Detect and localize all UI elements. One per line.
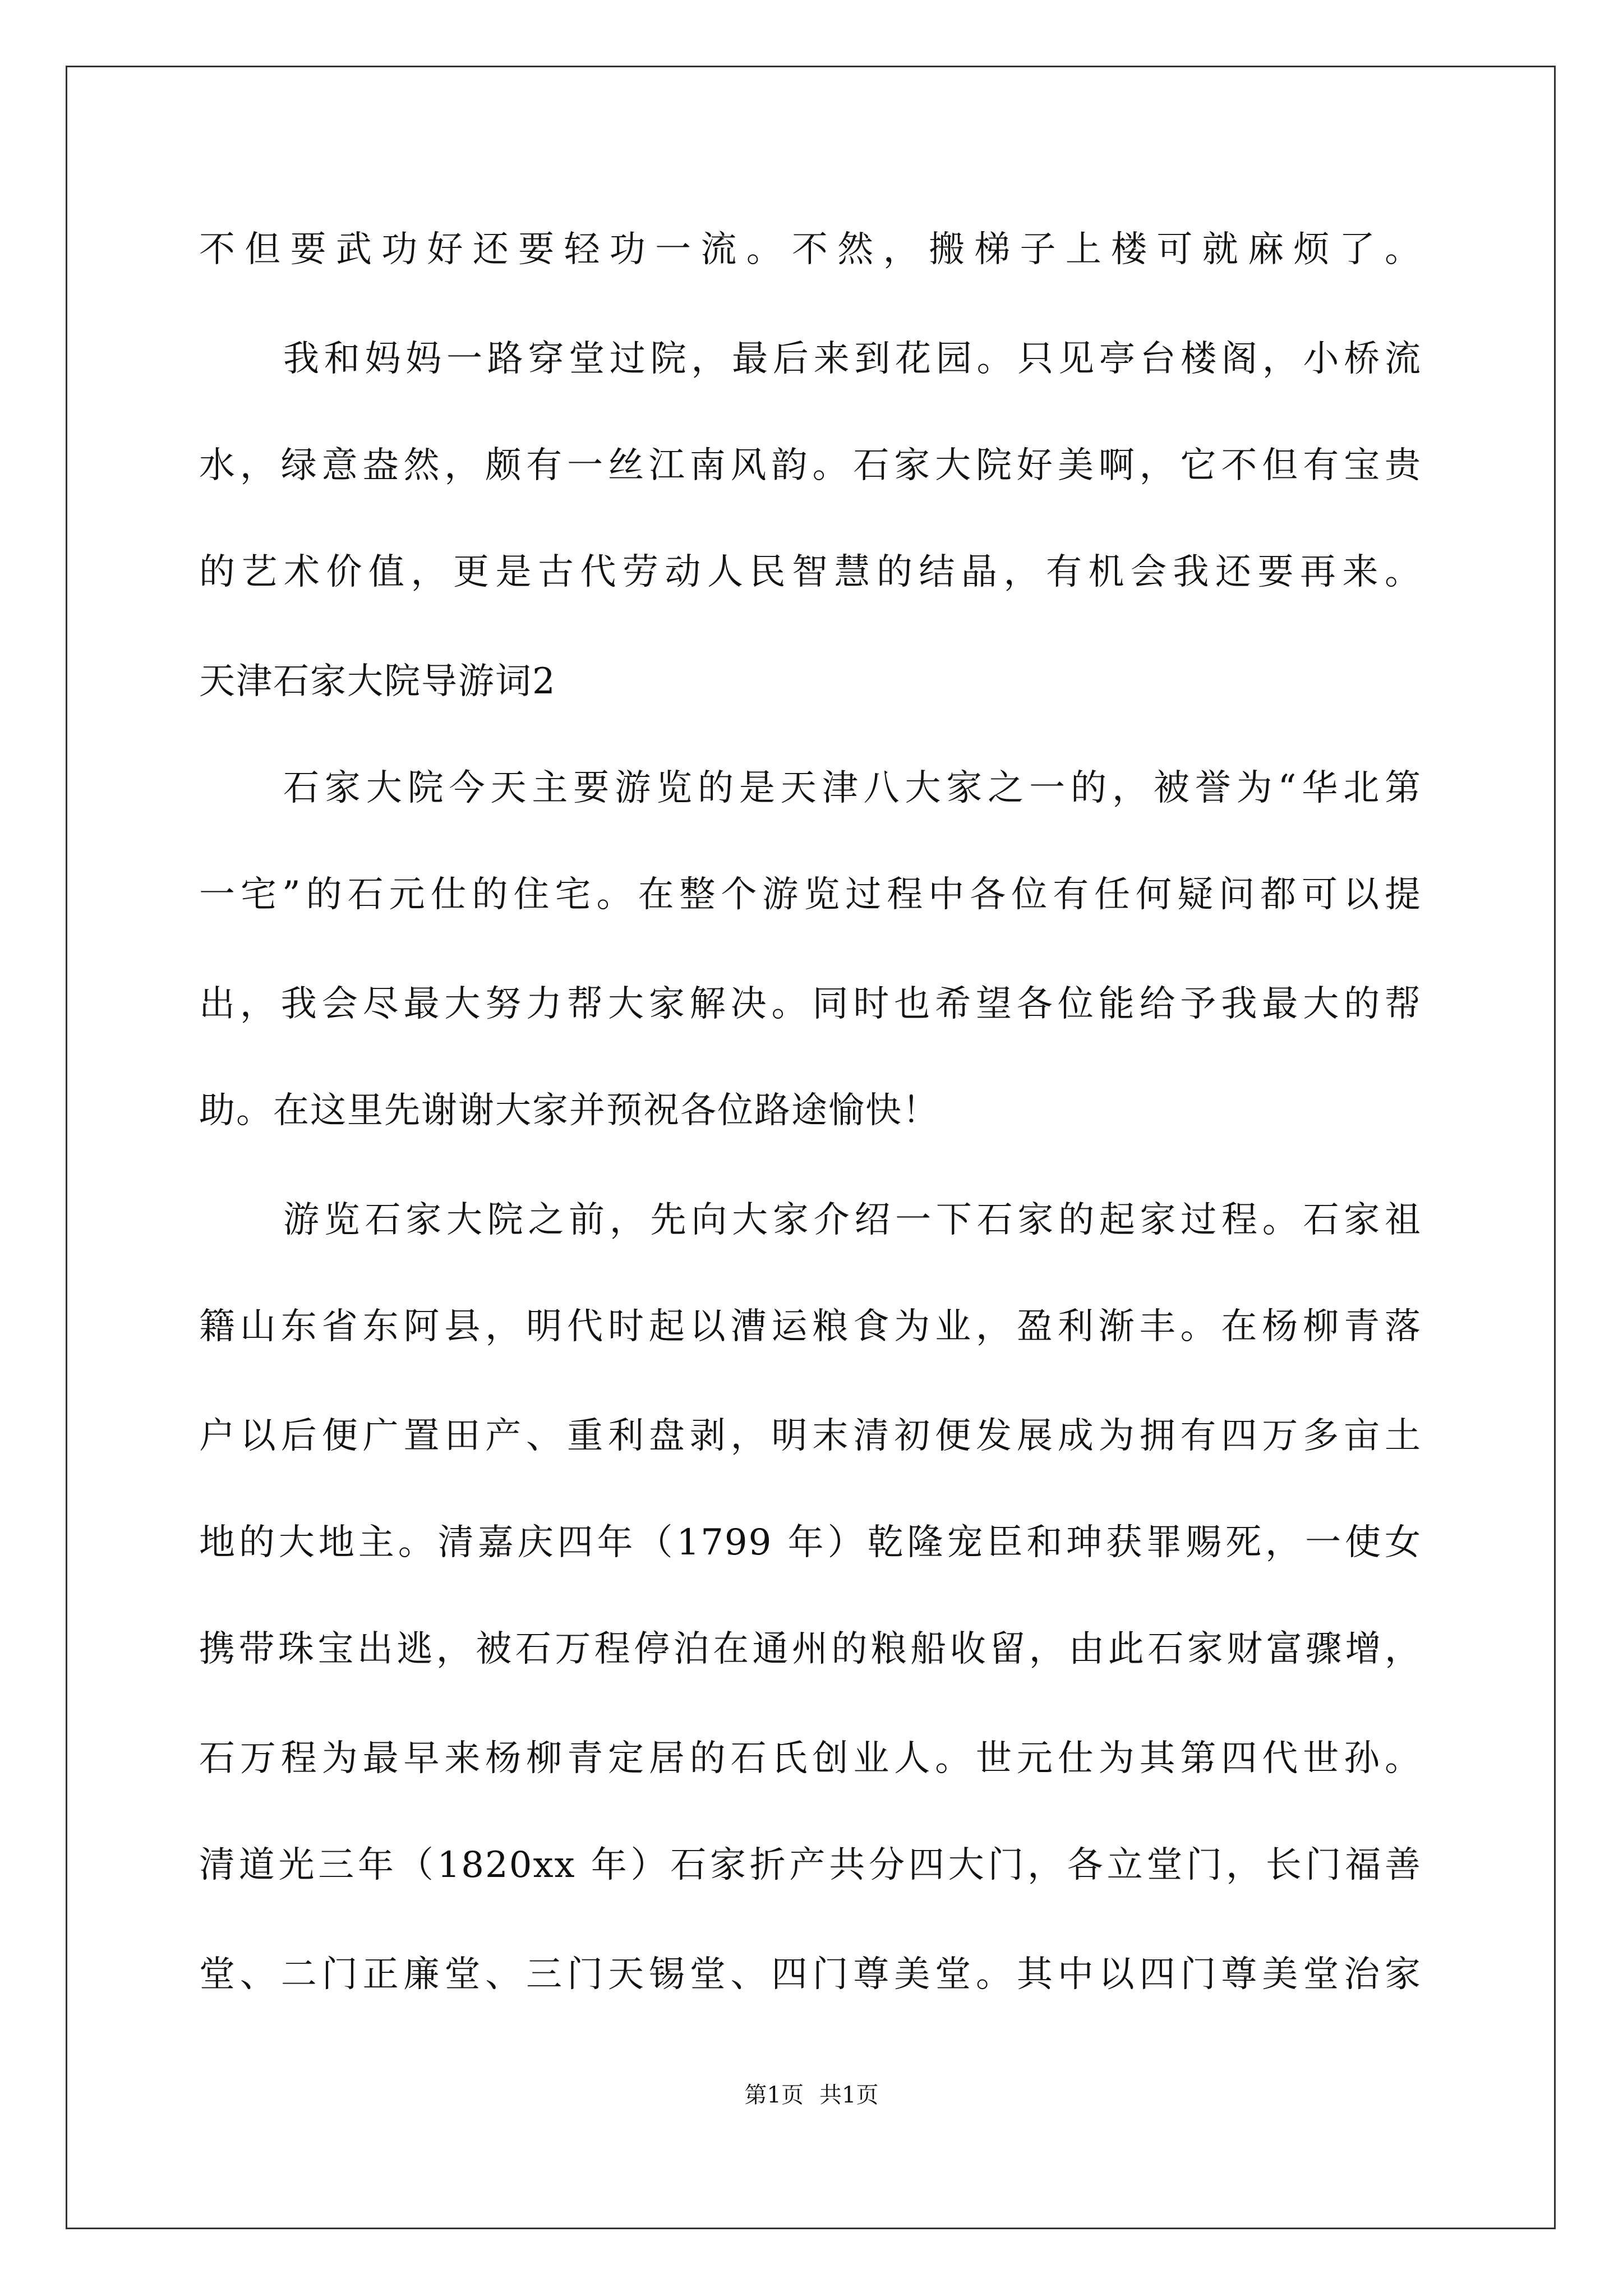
paragraph-line: 石家大院今天主要游览的是天津八大家之一的，被誉为“华北第 xyxy=(283,767,1422,809)
paragraph-line: 石万程为最早来杨柳青定居的石氏创业人。世元仕为其第四代世孙。 xyxy=(199,1738,1422,1779)
paragraph-line: 出，我会尽最大努力帮大家解决。同时也希望各位能给予我最大的帮 xyxy=(199,983,1422,1025)
page-total: 共1页 xyxy=(819,2082,879,2108)
paragraph-line: 清道光三年（1820xx 年）石家折产共分四大门，各立堂门，长门福善 xyxy=(199,1844,1422,1886)
paragraph-line: 的艺术价值，更是古代劳动人民智慧的结晶，有机会我还要再来。 xyxy=(199,551,1422,593)
paragraph-line: 一宅”的石元仕的住宅。在整个游览过程中各位有任何疑问都可以提 xyxy=(199,874,1422,915)
paragraph-line: 游览石家大院之前，先向大家介绍一下石家的起家过程。石家祖 xyxy=(283,1199,1422,1241)
paragraph-line: 地的大地主。清嘉庆四年（1799 年）乾隆宠臣和珅获罪赐死，一使女 xyxy=(199,1522,1422,1563)
section-heading: 天津石家大院导游词2 xyxy=(199,661,556,702)
paragraph-line: 堂、二门正廉堂、三门天锡堂、四门尊美堂。其中以四门尊美堂治家 xyxy=(199,1954,1422,1995)
paragraph-line: 携带珠宝出逃，被石万程停泊在通州的粮船收留，由此石家财富骤增， xyxy=(199,1628,1422,1670)
paragraph-line: 籍山东省东阿县，明代时起以漕运粮食为业，盈利渐丰。在杨柳青落 xyxy=(199,1306,1422,1347)
paragraph-line: 助。在这里先谢谢大家并预祝各位路途愉快！ xyxy=(199,1090,939,1131)
paragraph-line: 户以后便广置田产、重利盘剥，明末清初便发展成为拥有四万多亩土 xyxy=(199,1415,1422,1457)
paragraph-line: 水，绿意盎然，颇有一丝江南风韵。石家大院好美啊，它不但有宝贵 xyxy=(199,445,1422,486)
paragraph-line: 我和妈妈一路穿堂过院，最后来到花园。只见亭台楼阁，小桥流 xyxy=(283,338,1422,380)
page-footer xyxy=(0,2078,1623,2112)
paragraph-line: 不但要武功好还要轻功一流。不然，搬梯子上楼可就麻烦了。 xyxy=(199,229,1422,270)
page-number: 第1页 xyxy=(744,2082,804,2108)
